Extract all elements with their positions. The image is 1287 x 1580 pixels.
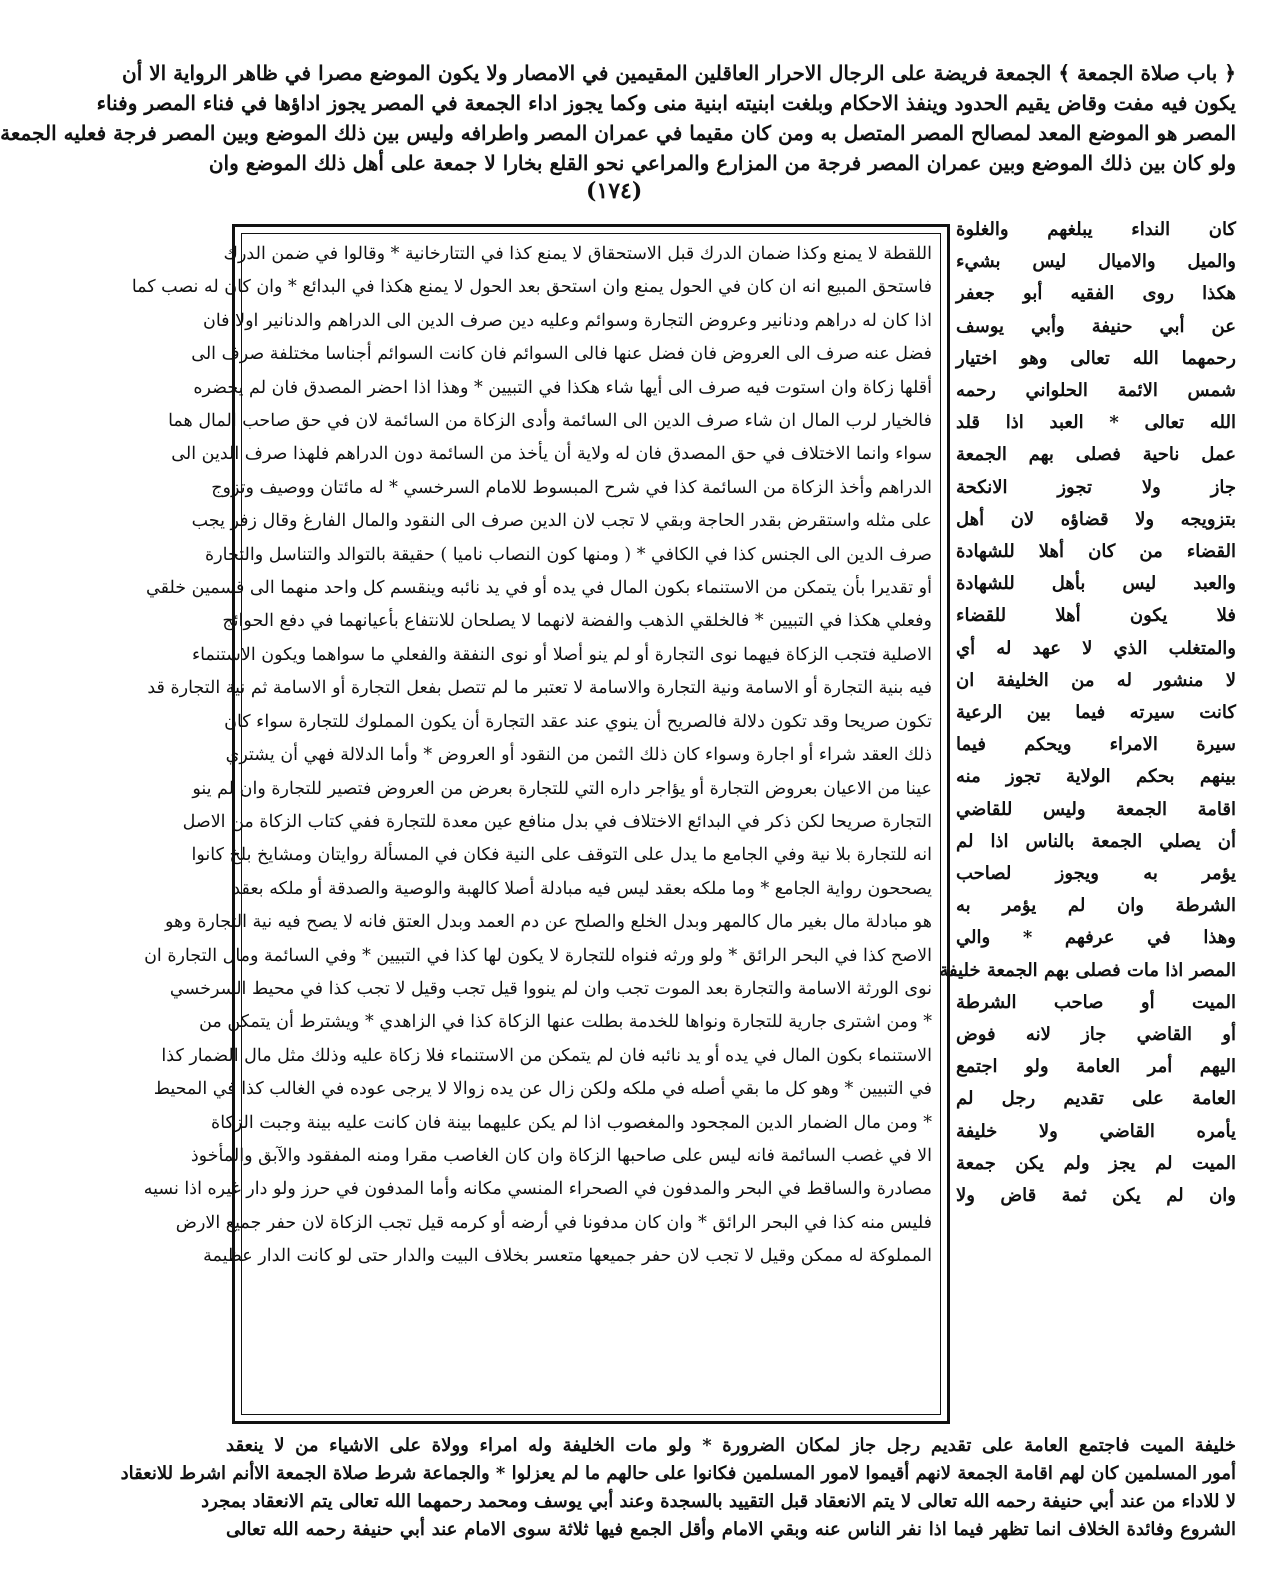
margin-line: كانت سيرته فيما بين الرعية bbox=[956, 702, 1236, 724]
margin-line: الميت أو صاحب الشرطة bbox=[956, 991, 1236, 1013]
margin-line: والميل والاميال ليس بشيء bbox=[956, 251, 1236, 273]
margin-line: هكذا روى الفقيه أبو جعفر bbox=[956, 283, 1236, 305]
chapter-header-text bbox=[0, 58, 1236, 178]
commentary-line: نوى الورثة الاسامة والتجارة بعد الموت تجب وان لم ينووا قيل تجب وقيل لا تجب كذا في محيط السرخسي bbox=[169, 978, 932, 999]
margin-line: شمس الائمة الحلواني رحمه bbox=[956, 380, 1236, 402]
commentary-line: فضل عنه صرف الى العروض فان فضل عنها فالى السوائم فان كانت السوائم أجناسا مختلفة صرف الى bbox=[191, 344, 932, 365]
commentary-line: الاصح كذا في البحر الرائق * ولو ورثه فنواه للتجارة لا يكون لها كذا في التبيين * وفي السائمة ومال التجارة ان bbox=[144, 945, 932, 966]
commentary-line: فالخيار لرب المال ان شاء صرف الدين الى السائمة وأدى الزكاة من السائمة لان في حق صاحب المال هما bbox=[168, 411, 932, 432]
commentary-line: فليس منه كذا في البحر الرائق * وان كان مدفونا في أرضه أو كرمه قيل تجب الزكاة لان حفر جميع الارض bbox=[175, 1212, 932, 1233]
commentary-line: أقلها زكاة وان استوت فيه صرف الى أيها شاء هكذا في التبيين * وهذا اذا احضر المصدق فان لم يحضره bbox=[193, 377, 932, 398]
commentary-line: يصححون رواية الجامع * وما ملكه بعقد ليس فيه مبادلة أصلا كالهبة والوصية والصدقة أو ملكه بعقد bbox=[232, 878, 932, 899]
commentary-text bbox=[131, 233, 941, 1415]
commentary-line: * ومن مال الضمار الدين المجحود والمغصوب اذا لم يكن عليهما بينة فان كانت عليه بينة وجبت الزكاة bbox=[211, 1112, 932, 1133]
continuation-text bbox=[120, 1432, 1236, 1544]
commentary-line: الا في غصب السائمة فانه ليس على صاحبها الزكاة وان كان الغاصب مقرا ومنه المفقود والآبق والمأخوذ bbox=[190, 1145, 932, 1166]
commentary-line: تكون صريحا وقد تكون دلالة فالصريح أن ينوي عند عقد التجارة أن يكون المملوك للتجارة سواء كان bbox=[224, 711, 932, 732]
page-number: (١٧٤) bbox=[586, 178, 643, 204]
header-line: ولو كان بين ذلك الموضع وبين عمران المصر فرجة من المزارع والمراعي نحو القلع بخارا لا جمعة على أهل ذلك الموضع وان bbox=[208, 151, 1236, 175]
margin-line: كان النداء يبلغهم والغلوة bbox=[956, 219, 1236, 240]
commentary-line: الدراهم وأخذ الزكاة من السائمة كذا في شرح المبسوط للامام السرخسي * له مائتان ووصيف وتزوج bbox=[211, 477, 932, 498]
continuation-line: الشروع وفائدة الخلاف انما تظهر فيما اذا نفر الناس عنه وبقي الامام وأقل الجمع فيها ثلاثة سوى الامام عند أبي حنيفة رحمه الله تعالى bbox=[226, 1519, 1236, 1540]
commentary-line: على مثله واستقرض بقدر الحاجة وبقي لا تجب لان الدين صرف الى النقود والمال الفارغ وقال زفر يجب bbox=[191, 511, 932, 532]
margin-line: العامة على تقديم رجل لم bbox=[956, 1088, 1236, 1110]
commentary-line: أو تقديرا بأن يتمكن من الاستنماء بكون المال في يده أو في يد نائبه وينقسم كل واحد منهما الى قسمين خلقي bbox=[146, 578, 932, 599]
margin-line: اليهم أمر العامة ولو اجتمع bbox=[956, 1056, 1236, 1078]
commentary-line: التجارة صريحا لكن ذكر في البدائع الاختلاف في بدل منافع عين معدة للتجارة ففي كتاب الزكاة من الاصل bbox=[182, 811, 932, 832]
margin-line: بينهم بحكم الولاية تجوز منه bbox=[956, 766, 1236, 788]
margin-line: الله تعالى * العبد اذا قلد bbox=[956, 412, 1236, 434]
margin-line: يؤمر به ويجوز لصاحب bbox=[956, 863, 1236, 885]
margin-gloss-column bbox=[939, 214, 1236, 1212]
margin-line: سيرة الامراء ويحكم فيما bbox=[956, 734, 1236, 756]
margin-line: أو القاضي جاز لانه فوض bbox=[956, 1024, 1236, 1046]
commentary-line: انه للتجارة بلا نية وفي الجامع ما يدل على التوقف على النية فكان في المسألة روايتان ومشايخ بلخ كانوا bbox=[191, 845, 932, 866]
commentary-line: اللقطة لا يمنع وكذا ضمان الدرك قبل الاستحقاق لا يمنع كذا في التتارخانية * وقالوا في ضمن الدرك bbox=[223, 244, 932, 264]
margin-line: أن يصلي الجمعة بالناس اذا لم bbox=[956, 830, 1236, 852]
commentary-line: سواء وانما الاختلاف في حق المصدق فان له ولاية أن يأخذ من السائمة دون الدراهم فلهذا صرف الدين الى bbox=[171, 444, 932, 465]
commentary-line: ذلك العقد شراء أو اجارة وسواء كان ذلك الثمن من النقود أو العروض * وأما الدلالة فهي أن يشتري bbox=[225, 745, 932, 766]
margin-line: وان لم يكن ثمة قاض ولا bbox=[956, 1185, 1236, 1207]
margin-line: لا منشور له من الخليفة ان bbox=[956, 669, 1236, 691]
commentary-line: صرف الدين الى الجنس كذا في الكافي * ( ومنها كون النصاب ناميا ) حقيقة بالتوالد والتناسل والتجارة bbox=[205, 544, 932, 565]
margin-line: يأمره القاضي ولا خليفة bbox=[956, 1120, 1236, 1142]
margin-line: والعبد ليس بأهل للشهادة bbox=[956, 573, 1236, 595]
margin-line: رحمهما الله تعالى وهو اختيار bbox=[956, 347, 1236, 369]
commentary-line: فاستحق المبيع انه ان كان في الحول يمنع وان استحق بعد الحول لا يمنع هكذا في البدائع * وان كان له نصب كما bbox=[131, 277, 932, 298]
margin-line: عمل ناحية فصلى بهم الجمعة bbox=[956, 444, 1236, 466]
continuation-line: أمور المسلمين كان لهم اقامة الجمعة لانهم أقيموا لامور المسلمين فكانوا على حالهم ما لم يعزلوا * والجماعة شرط صلاة الجمعة الاأنم اشرط للانعقاد bbox=[120, 1463, 1236, 1484]
commentary-line: هو مبادلة مال بغير مال كالمهر وبدل الخلع والصلح عن دم العمد وبدل العتق فانه لا يصح فيه نية التجارة وهو bbox=[164, 912, 932, 933]
margin-line: الميت لم يجز ولم يكن جمعة bbox=[956, 1152, 1236, 1174]
margin-line: فلا يكون أهلا للقضاء bbox=[956, 605, 1236, 627]
commentary-line: الاستنماء بكون المال في يده أو يد نائبه فان لم يتمكن من الاستنماء فلا زكاة عليه وذلك مثل مال الضمار كذا bbox=[161, 1045, 932, 1066]
margin-line: والمتغلب الذي لا عهد له أي bbox=[956, 637, 1236, 659]
header-line: المصر هو الموضع المعد لمصالح المصر المتصل به ومن كان مقيما في عمران المصر واطرافه وليس بين ذلك الموضع وبين المصر فرجة فعليه الجمعة bbox=[0, 121, 1236, 145]
margin-line: القضاء من كان أهلا للشهادة bbox=[956, 541, 1236, 563]
margin-line: اقامة الجمعة وليس للقاضي bbox=[956, 798, 1236, 820]
continuation-line: خليفة الميت فاجتمع العامة على تقديم رجل جاز لمكان الضرورة * ولو مات الخليفة وله امراء وولاة على الاشياء من لا ينعقد bbox=[226, 1435, 1236, 1456]
margin-line: وهذا في عرفهم * والي bbox=[956, 927, 1236, 949]
commentary-line: فيه بنية التجارة أو الاسامة ونية التجارة والاسامة لا تعتبر ما لم تتصل بفعل التجارة أو الاسامة ثم نية التجارة قد bbox=[147, 678, 932, 699]
header-line: ﴿ باب صلاة الجمعة ﴾ الجمعة فريضة على الرجال الاحرار العاقلين المقيمين في الامصار ولا يكون الموضع مصرا في ظاهر الرواية الا أن bbox=[122, 61, 1236, 85]
commentary-frame bbox=[131, 224, 950, 1424]
margin-line: الشرطة وان لم يؤمر به bbox=[956, 895, 1236, 917]
commentary-line: اذا كان له دراهم ودنانير وعروض التجارة وسوائم وعليه دين صرف الدين الى الدراهم والدنانير اولا فان bbox=[203, 310, 932, 331]
commentary-line: مصادرة والساقط في البحر والمدفون في الصحراء المنسي مكانه وأما المدفون في حرز ولو دار غيره اذا نسيه bbox=[143, 1179, 932, 1200]
commentary-line: * ومن اشترى جارية للتجارة ونواها للخدمة بطلت عنها الزكاة كذا في الزاهدي * ويشترط أن يتمكن من bbox=[199, 1012, 932, 1033]
commentary-line: في التبيين * وهو كل ما بقي أصله في ملكه ولكن زال عن يده زوالا لا يرجى عوده في الغالب كذا في المحيط bbox=[153, 1079, 932, 1100]
commentary-line: عينا من الاعيان بعروض التجارة أو يؤاجر داره التي للتجارة بعرض من العروض فتصير للتجارة وان لم ينو bbox=[192, 778, 932, 799]
margin-line: جاز ولا تجوز الانكحة bbox=[956, 476, 1236, 498]
continuation-line: لا للاداء من عند أبي حنيفة رحمه الله تعالى لا يتم الانعقاد قبل التقييد بالسجدة وعند أبي يوسف ومحمد رحمهما الله تعالى يتم الانعقاد بمجرد bbox=[201, 1491, 1236, 1512]
commentary-line: وفعلي هكذا في التبيين * فالخلقي الذهب والفضة لانهما لا يصلحان للانتفاع بأعيانهما في دفع الحوائج bbox=[222, 611, 932, 632]
margin-line: المصر اذا مات فصلى بهم الجمعة خليفة bbox=[939, 959, 1236, 981]
commentary-line: المملوكة له ممكن وقيل لا تجب لان حفر جميعها متعسر بخلاف البيت والدار حتى لو كانت الدار عظيمة bbox=[203, 1246, 932, 1267]
commentary-line: الاصلية فتجب الزكاة فيهما نوى التجارة أو لم ينو أصلا أو نوى النفقة والفعلي ما سواهما ويكون الاستنماء bbox=[191, 644, 932, 665]
margin-line: عن أبي حنيفة وأبي يوسف bbox=[956, 315, 1236, 337]
header-line: يكون فيه مفت وقاض يقيم الحدود وينفذ الاحكام وبلغت ابنيته ابنية منى وكما يجوز اداء الجمعة في المصر يجوز اداؤها في فناء المصر وفناء bbox=[96, 91, 1236, 115]
margin-line: بتزويجه ولا قضاؤه لان أهل bbox=[956, 508, 1236, 530]
